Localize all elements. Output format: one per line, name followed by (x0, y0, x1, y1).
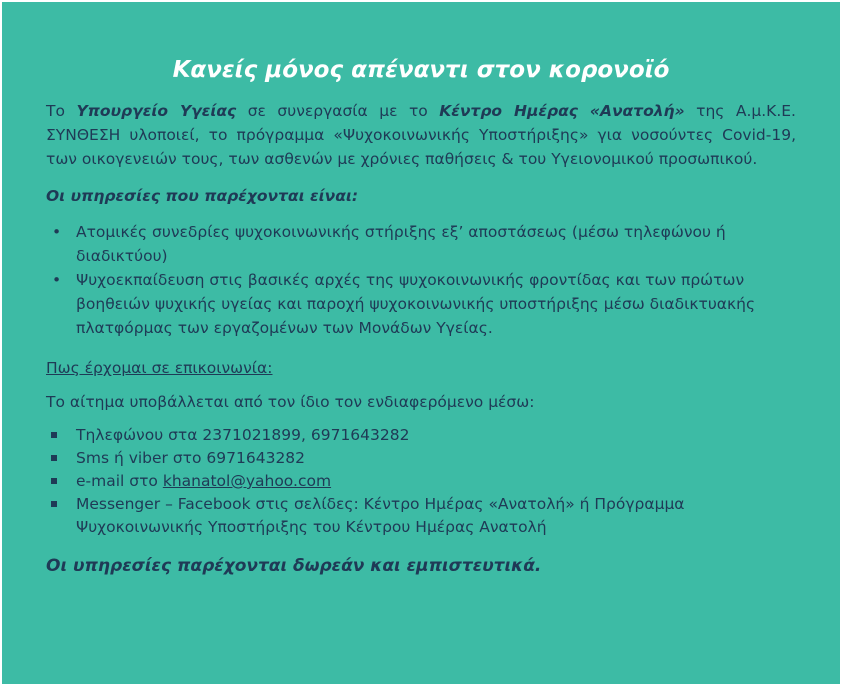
service-item (46, 220, 796, 268)
contact-email (46, 470, 796, 493)
services-list (46, 220, 796, 340)
round-bullet-icon: • (52, 223, 62, 241)
square-bullet-icon (51, 501, 57, 507)
request-text: Το αίτημα υποβάλλεται από τον ίδιο τον ενδιαφερόμενο μέσω: (46, 393, 535, 411)
square-bullet-icon (51, 455, 57, 461)
sms-text: Sms ή viber στο 6971643282 (76, 449, 306, 467)
service-item (46, 268, 796, 340)
service-text: Ψυχοεκπαίδευση στις βασικές αρχές της ψυχοκοινωνικής φροντίδας και των πρώτων βοηθειών ψυχικής υγείας και παροχή ψυχοκοινωνικής υποστήριξης μέσω διαδικτυακής πλατφόρμας των εργαζομένων των Μονάδων Υγείας. (76, 271, 756, 337)
messenger-text: Messenger – Facebook στις σελίδες: Κέντρο Ημέρας «Ανατολή» ή Πρόγραμμα Ψυχοκοινωνικής Υποστήριξης του Κέντρου Ημέρας Ανατολή (76, 495, 685, 536)
intro-text-2: σε συνεργασία με το (236, 102, 440, 120)
closing-statement: Οι υπηρεσίες παρέχονται δωρεάν και εμπιστευτικά. (46, 556, 542, 576)
email-prefix: e-mail στο (76, 472, 163, 490)
contact-heading: Πως έρχομαι σε επικοινωνία: (46, 359, 273, 377)
contact-sms (46, 447, 796, 470)
poster (2, 2, 840, 684)
contact-messenger (46, 493, 796, 539)
contact-phone (46, 424, 796, 447)
phone-text: Τηλεφώνου στα 2371021899, 6971643282 (76, 426, 410, 444)
contact-list (46, 424, 796, 539)
ministry-name: Υπουργείο Υγείας (76, 102, 237, 120)
center-name: Κέντρο Ημέρας «Ανατολή» (439, 102, 685, 120)
square-bullet-icon (51, 478, 57, 484)
poster-title: Κανείς μόνος απέναντι στον κορονοϊό (172, 57, 670, 83)
square-bullet-icon (51, 432, 57, 438)
round-bullet-icon: • (52, 271, 62, 289)
services-heading: Οι υπηρεσίες που παρέχονται είναι: (46, 187, 359, 205)
intro-paragraph (46, 99, 796, 171)
intro-text-3: της Α.μ.Κ.Ε. ΣΥΝΘΕΣΗ υλοποιεί, το πρόγραμμα «Ψυχοκοινωνικής Υποστήριξης» για νοσούντες Covid-19, των οικογενειών τους, των ασθενών με χρόνιες παθήσεις & του Υγειονομικού προσωπικού. (46, 102, 796, 168)
service-text: Ατομικές συνεδρίες ψυχοκοινωνικής στήριξης εξ’ αποστάσεως (μέσω τηλεφώνου ή διαδικτύου) (76, 223, 726, 265)
email-link[interactable]: khanatol@yahoo.com (162, 472, 332, 490)
intro-text-1: Το (46, 102, 77, 120)
